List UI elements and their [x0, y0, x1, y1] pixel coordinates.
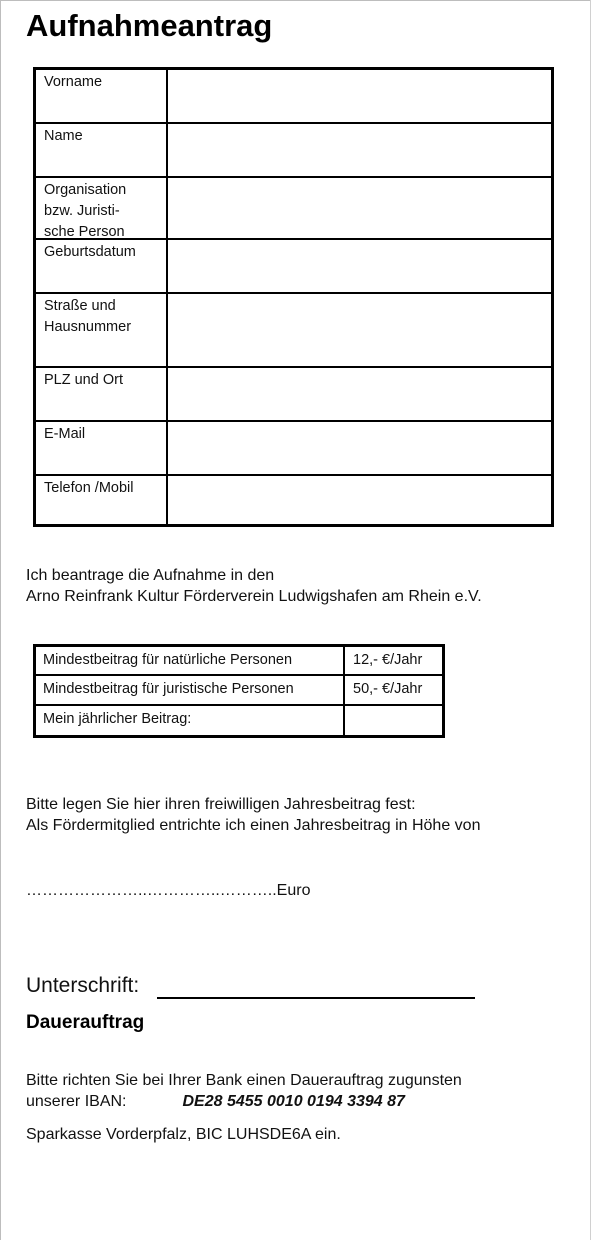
field-row-postcode-city: [36, 368, 551, 422]
voluntary-line-2: Als Fördermitglied entrichte ich einen Jahresbeitrag in Höhe von: [26, 817, 481, 834]
field-label-street: Straße und Hausnummer: [36, 294, 168, 366]
field-input-email[interactable]: [168, 422, 551, 474]
field-row-birthdate: [36, 240, 551, 294]
standing-order-line-2: [26, 1091, 462, 1112]
form-title: Aufnahmeantrag: [26, 8, 273, 43]
voluntary-fee-text: [26, 794, 480, 836]
standing-order-line-3: Sparkasse Vorderpfalz, BIC LUHSDE6A ein.: [26, 1126, 341, 1143]
field-row-phone: [36, 476, 551, 524]
fee-table: [33, 644, 445, 738]
page-border-left: [0, 0, 1, 1240]
field-label-birthdate: Geburtsdatum: [36, 240, 168, 292]
fee-row-own: [36, 706, 442, 735]
signature-label: Unterschrift:: [26, 974, 140, 997]
field-label-first-name: Vorname: [36, 70, 168, 122]
iban-value: DE28 5455 0010 0194 3394 87: [182, 1093, 405, 1110]
field-row-first-name: [36, 70, 551, 124]
field-input-first-name[interactable]: [168, 70, 551, 122]
fee-amount-natural: 12,- €/Jahr: [353, 652, 423, 668]
application-line-2: Arno Reinfrank Kultur Förderverein Ludwigshafen am Rhein e.V.: [26, 588, 482, 605]
field-input-birthdate[interactable]: [168, 240, 551, 292]
field-label-email: E-Mail: [36, 422, 168, 474]
field-row-street: [36, 294, 551, 368]
fee-row-legal: [36, 676, 442, 706]
fee-amount-own-input[interactable]: [345, 706, 442, 735]
field-label-postcode-city: PLZ und Ort: [36, 368, 168, 420]
field-input-postcode-city[interactable]: [168, 368, 551, 420]
voluntary-line-1: Bitte legen Sie hier ihren freiwilligen Jahresbeitrag fest:: [26, 796, 416, 813]
field-row-organisation: [36, 178, 551, 240]
standing-order-heading: Dauerauftrag: [26, 1012, 145, 1033]
standing-order-line-1: Bitte richten Sie bei Ihrer Bank einen Dauerauftrag zugunsten: [26, 1072, 462, 1089]
fee-row-natural: [36, 647, 442, 676]
signature-line[interactable]: [157, 997, 475, 999]
field-label-name: Name: [36, 124, 168, 176]
iban-label: unserer IBAN:: [26, 1093, 127, 1110]
fee-label-natural: Mindestbeitrag für natürliche Personen: [36, 647, 345, 674]
field-row-email: [36, 422, 551, 476]
fee-label-own: Mein jährlicher Beitrag:: [36, 706, 345, 735]
field-label-phone: Telefon /Mobil: [36, 476, 168, 524]
field-row-name: [36, 124, 551, 178]
amount-line[interactable]: …………………..…………..………..Euro: [26, 882, 311, 899]
field-input-organisation[interactable]: [168, 178, 551, 238]
fee-label-legal: Mindestbeitrag für juristische Personen: [36, 676, 345, 704]
fee-amount-legal: 50,- €/Jahr: [353, 681, 423, 697]
standing-order-text: [26, 1070, 462, 1112]
field-input-phone[interactable]: [168, 476, 551, 524]
field-label-organisation: Organisation bzw. Juristi- sche Person: [36, 178, 168, 238]
field-input-name[interactable]: [168, 124, 551, 176]
field-input-street[interactable]: [168, 294, 551, 366]
page-border-top: [0, 0, 591, 1]
personal-data-table: [33, 67, 554, 527]
application-statement: [26, 565, 482, 607]
application-line-1: Ich beantrage die Aufnahme in den: [26, 567, 275, 584]
